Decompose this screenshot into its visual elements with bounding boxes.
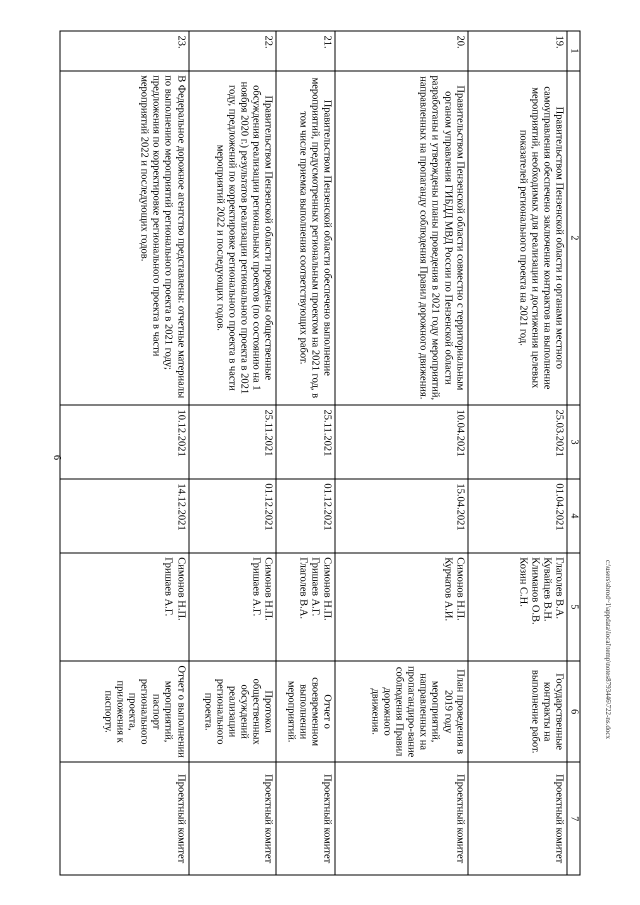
row-result: Отчет о своевременном выполнении мероприятий.: [276, 661, 335, 763]
page-number: 6: [51, 455, 62, 460]
row-responsible: Симонов Н.П. Гришаев А.Г. Глаголев В.А.: [276, 553, 335, 661]
row-committee: Проектный комитет: [468, 762, 567, 875]
row-end-date: 01.12.2021: [189, 479, 276, 553]
header-cell: 7: [567, 762, 580, 875]
row-description: Правительством Пензенской области и органами местного самоуправления обеспечено заключение контрактов на выполнение мероприятий, необходимых для реализации и достижения целевых показателей регионального проекта на 2021 год.: [468, 71, 567, 405]
table-row: [60, 31, 189, 875]
row-start-date: 25.11.2021: [276, 405, 335, 479]
row-end-date: 01.04.2021: [468, 479, 567, 553]
row-responsible: Симонов Н.П. Гришаев А.Г.: [60, 553, 189, 661]
row-description: Правительством Пензенской области совместно с территориальным органом управления ГИБДД МВД России по Пензенской области разработаны и утверждены планы проведения в 2021 году мероприятий, направленных на пропаганду соблюдения Правил дорожного движения.: [335, 71, 468, 405]
schedule-table: [60, 31, 581, 876]
table-row: [189, 31, 276, 875]
row-end-date: 15.04.2021: [335, 479, 468, 553]
row-result: Протокол общественных обсуждений реализации регионального проекта.: [189, 661, 276, 763]
header-cell: 1: [567, 31, 580, 71]
table-row: [335, 31, 468, 875]
row-end-date: 01.12.2021: [276, 479, 335, 553]
row-result: План проведения в 2019 году мероприятий, направленных на пропагандиро-вание соблюдения Правил дорожного движения.: [335, 661, 468, 763]
rotated-table-area: [60, 31, 581, 876]
row-responsible: Симонов Н.П. Курчатов А.И.: [335, 553, 468, 661]
header-cell: 6: [567, 661, 580, 763]
row-committee: Проектный комитет: [276, 762, 335, 875]
row-result: Государственные контракты на выполнение работ.: [468, 661, 567, 763]
table-row: [468, 31, 567, 875]
row-responsible: Симонов Н.П. Гришаев А.Г.: [189, 553, 276, 661]
row-start-date: 25.11.2021: [189, 405, 276, 479]
row-number: 23.: [60, 31, 189, 71]
row-committee: Проектный комитет: [60, 762, 189, 875]
table-header-row: [567, 31, 580, 875]
row-description: Правительством Пензенской области обеспечено выполнение мероприятий, предусмотренных региональным проектом на 2021 год, в том числе приемка выполнения соответствующих работ.: [276, 71, 335, 405]
row-committee: Проектный комитет: [189, 762, 276, 875]
header-cell: 5: [567, 553, 580, 661]
row-description: Правительством Пензенской области проведены общественные обсуждения реализации региональных проектов (по состоянию на 1 ноября 2020 г.) результатов реализации регионального проекта в 2021 году, предложений по корректировке регионального проекта в части мероприятий 2022 и последующих годов.: [189, 71, 276, 405]
row-number: 22.: [189, 31, 276, 71]
footer-file-path: c:\users\sbrod~1\appdata\local\temp\notes8793446\722-ns.docx: [604, 560, 612, 739]
row-number: 19.: [468, 31, 567, 71]
row-start-date: 10.04.2021: [335, 405, 468, 479]
row-start-date: 10.12.2021: [60, 405, 189, 479]
table-row: [276, 31, 335, 875]
row-responsible: Глаголев В.А. Кувайцев В.Н. Климанов О.В. Козин С.Н.: [468, 553, 567, 661]
row-committee: Проектный комитет: [335, 762, 468, 875]
row-result: Отчет о выполнении мероприятий, паспорт регионального проекта, приложения к паспорту.: [60, 661, 189, 763]
row-end-date: 14.12.2021: [60, 479, 189, 553]
row-start-date: 25.03.2021: [468, 405, 567, 479]
row-description: В Федеральное дорожное агентство представлены: отчетные материалы по выполнению мероприятий регионального проекта в 2021 году; предложения по корректировке регионального проекта в части мероприятий 2022 и последующих годов.: [60, 71, 189, 405]
header-cell: 4: [567, 479, 580, 553]
row-number: 21.: [276, 31, 335, 71]
row-number: 20.: [335, 31, 468, 71]
header-cell: 3: [567, 405, 580, 479]
header-cell: 2: [567, 71, 580, 405]
